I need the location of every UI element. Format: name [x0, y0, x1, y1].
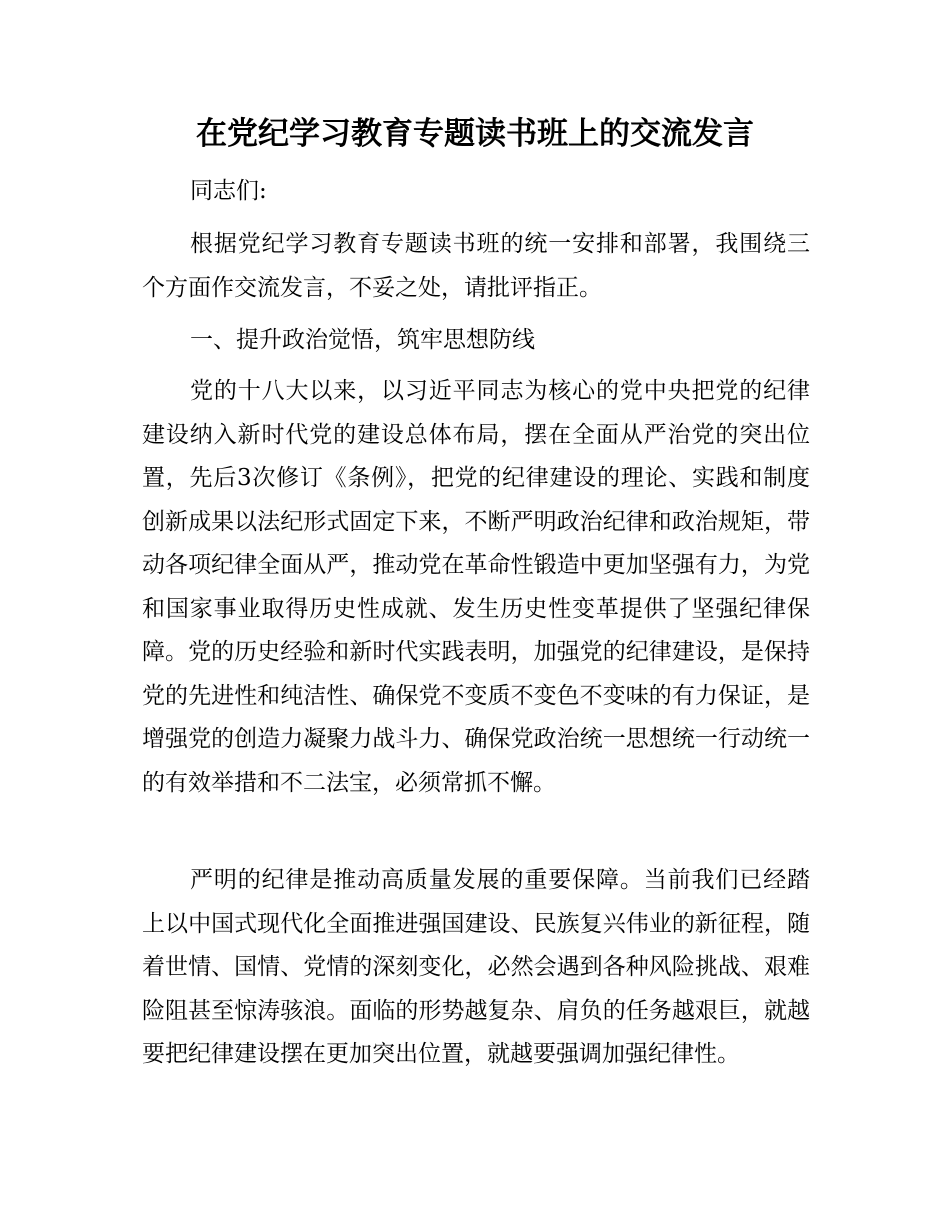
salutation: 同志们:: [190, 178, 267, 204]
document-title: 在党纪学习教育专题读书班上的交流发言: [196, 116, 754, 152]
paragraph-strict-discipline: 严明的纪律是推动高质量发展的重要保障。当前我们已经踏上以中国式现代化全面推进强国建设、民族复兴伟业的新征程，随着世情、国情、党情的深刻变化，必然会遇到各种风险挑战、艰难险阻甚至惊涛骇浪。面临的形势越复杂、肩负的任务越艰巨，就越要把纪律建设摆在更加突出位置，就越要强调加强纪律性。: [142, 867, 810, 1067]
paragraph-party-discipline: 党的十八大以来，以习近平同志为核心的党中央把党的纪律建设纳入新时代党的建设总体布局，摆在全面从严治党的突出位置，先后3次修订《条例》，把党的纪律建设的理论、实践和制度创新成果以法纪形式固定下来，不断严明政治纪律和政治规矩，带动各项纪律全面从严，推动党在革命性锻造中更加坚强有力，为党和国家事业取得历史性成就、发生历史性变革提供了坚强纪律保障。党的历史经验和新时代实践表明，加强党的纪律建设，是保持党的先进性和纯洁性、确保党不变质不变色不变味的有力保证，是增强党的创造力凝聚力战斗力、确保党政治统一思想统一行动统一的有效举措和不二法宝，必须常抓不懈。: [142, 378, 810, 796]
paragraph-intro: 根据党纪学习教育专题读书班的统一安排和部署，我围绕三个方面作交流发言，不妥之处，请批评指正。: [142, 231, 810, 301]
section-heading-1: 一、提升政治觉悟，筑牢思想防线: [190, 327, 535, 353]
